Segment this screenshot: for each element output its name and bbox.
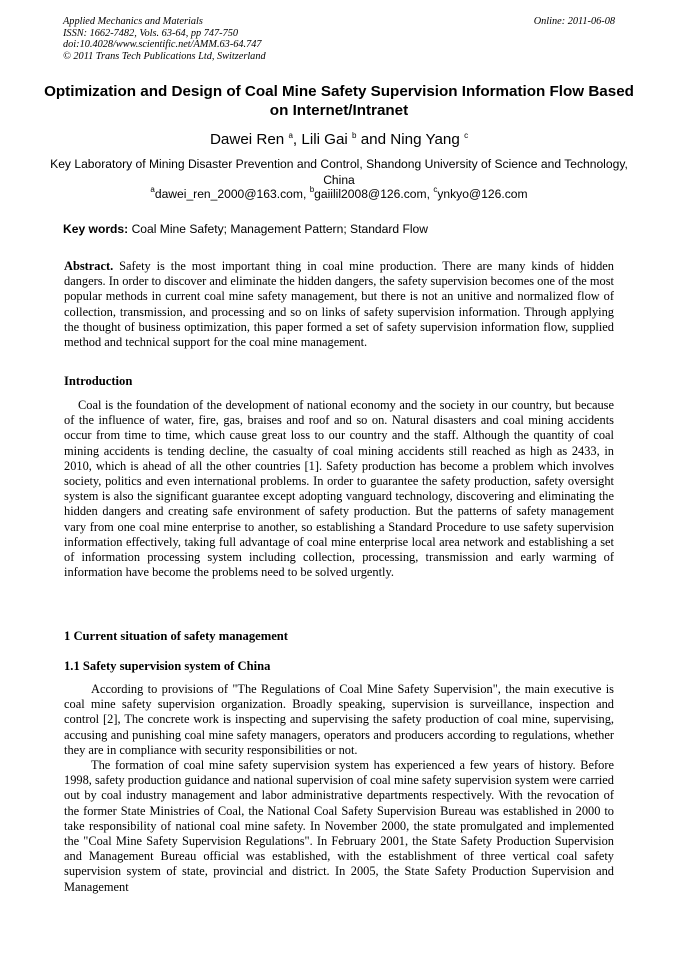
author-name: Ning Yang [390,131,460,148]
author-marker: c [464,131,469,140]
journal-header [63,16,615,62]
doi-line: doi:10.4028/www.scientific.net/AMM.63-64.747 [63,39,262,51]
subsection-body [64,682,614,895]
keywords-line [63,222,623,238]
introduction-paragraph: Coal is the foundation of the development of national economy and the society in our country, but because of the influence of water, fire, gas, braises and roof and so on. Natural disasters and coal mining accidents occur from time to time, which cause great loss to our country and the staff. Although the quantity of coal mining accidents is tending decline, the casualty of coal mining accidents still reached as high as 2433, in 2010, which is ahead of all the other countries [1]. Safety production has become a problem which involves society, politics and even international problems. In order to guarantee the safety production, safety oversight system is also the significant guarantee except adopting vanguard technology, discovering and eliminating the hidden dangers and creating safe environment of safety production. But the patterns of safety management vary from one coal mine enterprise to another, so establishing a Standard Procedure to use safety supervision information effectively, taking full advantage of coal mine enterprise local area network and establishing a set of information processing system including collection, processing, transmission and early warming of information have become the problems need to be solved urgently. [64,398,614,580]
email-marker: c [433,185,438,194]
affiliation: Key Laboratory of Mining Disaster Prevention and Control, Shandong University of Science and Technology, China [50,157,628,187]
author-name: Dawei Ren [209,131,285,148]
email-list: $^a$dawei_ren_2000@163.com, $^b$gaiilil2008@126.com, $^c$ynkyo@126.com [150,185,528,201]
body-paragraph: The formation of coal mine safety supervision system has experienced a few years of history. Before 1998, safety production guidance and national supervision of coal mine safety supervision system were carried out by coal industry management and labor administrative departments respectively. With the revocation of the former State Ministries of Coal, the National Coal Safety Supervision Bureau was established in 2000 to take responsibility of national coal mine safety. In November 2000, the state promulgated and implemented the "Coal Mine Safety Supervision Regulations". In February 2001, the State Safety Production Supervision and Management Bureau official was established, with the establishment of three vertical coal safety supervision system of state, provincial and district. In 2005, the State Safety Production Supervision and Management [64,758,614,894]
author-list: Dawei Ren $^a$, Lili Gai $^b$ and Ning Yang $^c$ [209,131,469,148]
email-marker: a [150,185,155,194]
email-marker: b [309,185,315,194]
abstract-text: Safety is the most important thing in coal mine production. There are many kinds of hidden dangers. In order to discover and eliminate the hidden dangers, the safety supervision becomes one of the most popular methods in current coal mine safety management, but there is not an unitive and normalized flow of collection, transmission, and processing and so on links of safety supervision information. Through applying the thought of business optimization, this paper formed a set of safety supervision information flow, supplied method and technical support for the coal mine management. [64,259,614,350]
keywords-label: Key words: [63,222,129,236]
copyright-line: © 2011 Trans Tech Publications Ltd, Switzerland [63,50,266,62]
keywords-text: Coal Mine Safety; Management Pattern; Standard Flow [131,222,429,236]
subsection-heading: 1.1 Safety supervision system of China [64,659,271,673]
email-address: gaiilil2008@126.com [314,187,427,201]
author-marker: b [352,131,357,140]
citation-block [63,16,615,62]
issn-line: ISSN: 1662-7482, Vols. 63-64, pp 747-750 [63,27,239,39]
author-name: Lili Gai [301,131,348,148]
paper-title: Optimization and Design of Coal Mine Safety Supervision Information Flow Based on Internet/Intranet [44,83,634,119]
section-heading: 1 Current situation of safety management [64,629,288,643]
email-address: ynkyo@126.com [437,187,528,201]
email-address: dawei_ren_2000@163.com [154,187,303,201]
abstract [64,259,614,350]
abstract-label: Abstract. [64,259,114,273]
introduction-heading: Introduction [64,374,133,388]
author-marker: a [288,131,293,140]
body-paragraph: According to provisions of "The Regulations of Coal Mine Safety Supervision", the main executive is coal mine safety supervision organization. Broadly speaking, supervision is surveillance, inspection and control [2], The concrete work is inspecting and supervising the safety production of coal mine, supervising, accusing and punishing coal mine safety managers, operators and producers according to regulations, whether they are in compliance with security responsibilities or not. [64,682,614,757]
journal-name: Applied Mechanics and Materials [63,16,203,27]
online-date: Online: 2011-06-08 [533,16,615,27]
